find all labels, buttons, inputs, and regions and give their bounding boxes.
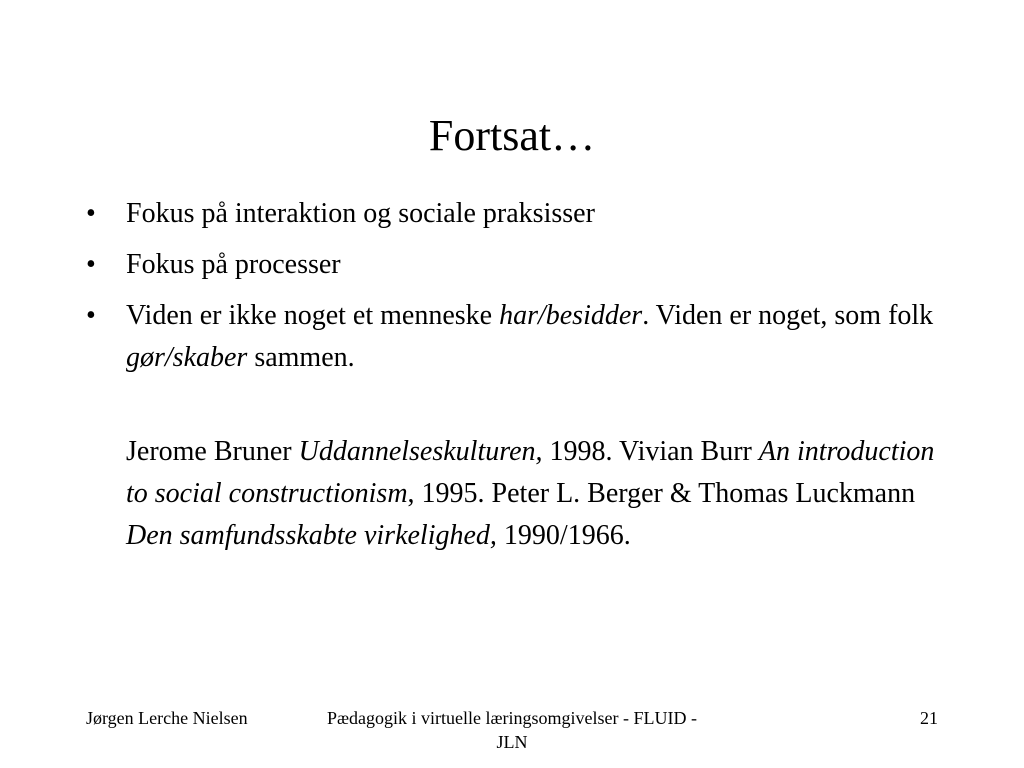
bullet-list — [86, 193, 956, 388]
footer-page-number: 21 — [920, 708, 938, 728]
bullet-item — [86, 295, 956, 379]
reference-book-title: Den samfundsskabte virkelighed, — [126, 520, 497, 551]
reference-paragraph — [126, 431, 956, 557]
bullet-text-segment: . Viden er noget, som folk — [642, 300, 934, 331]
bullet-item — [86, 244, 956, 286]
bullet-text-italic: har/besidder — [499, 300, 643, 331]
reference-book-title: Uddannelseskulturen, — [298, 436, 543, 467]
slide-title: Fortsat… — [428, 111, 596, 160]
footer-author: Jørgen Lerche Nielsen — [86, 708, 248, 728]
bullet-text-segment: sammen. — [247, 342, 355, 373]
bullet-item — [86, 193, 956, 235]
reference-text: 1990/1966. — [496, 520, 631, 551]
bullet-marker: • — [86, 300, 96, 331]
bullet-marker: • — [86, 198, 96, 229]
bullet-marker: • — [86, 249, 96, 280]
bullet-text-segment: Viden er ikke noget et menneske — [126, 300, 500, 331]
reference-text: 1998. Vivian Burr — [542, 436, 759, 467]
footer-course: Pædagogik i virtuelle læringsomgivelser - FLUID - JLN — [327, 708, 697, 752]
reference-text: Jerome Bruner — [126, 436, 299, 467]
bullet-text: Fokus på interaktion og sociale praksisser — [126, 198, 595, 229]
bullet-text: Fokus på processer — [126, 249, 341, 280]
reference-book-title: An introduction to social constructionism — [126, 436, 935, 509]
bullet-text-italic: gør/skaber — [126, 342, 248, 373]
reference-text: , 1995. Peter L. Berger & Thomas Luckmann — [407, 478, 916, 509]
